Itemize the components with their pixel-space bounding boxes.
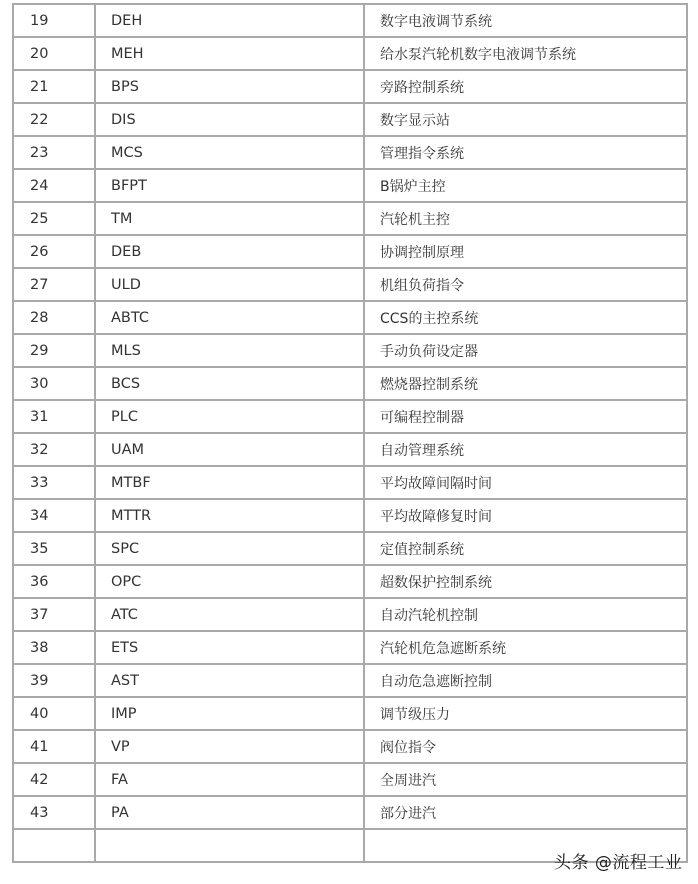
table-row <box>13 301 687 334</box>
description-cell: 手动负荷设定器 <box>364 334 687 367</box>
row-number: 21 <box>13 70 95 103</box>
abbreviation-cell: IMP <box>95 697 364 730</box>
description-cell: 平均故障修复时间 <box>364 499 687 532</box>
row-number: 41 <box>13 730 95 763</box>
abbreviation-cell: ETS <box>95 631 364 664</box>
row-number: 36 <box>13 565 95 598</box>
table-row <box>13 169 687 202</box>
table-row <box>13 400 687 433</box>
description-cell: 旁路控制系统 <box>364 70 687 103</box>
abbreviation-cell: MTTR <box>95 499 364 532</box>
table-row <box>13 532 687 565</box>
table-row <box>13 466 687 499</box>
row-number: 31 <box>13 400 95 433</box>
table-row <box>13 136 687 169</box>
table-row <box>13 697 687 730</box>
abbreviation-cell: BPS <box>95 70 364 103</box>
row-number: 43 <box>13 796 95 829</box>
watermark: 头条 @流程工业 <box>554 853 683 873</box>
description-cell: 燃烧器控制系统 <box>364 367 687 400</box>
table-row <box>13 37 687 70</box>
empty-cell <box>13 829 95 862</box>
abbreviation-cell: UAM <box>95 433 364 466</box>
description-cell: 调节级压力 <box>364 697 687 730</box>
abbreviation-cell: DEB <box>95 235 364 268</box>
row-number: 33 <box>13 466 95 499</box>
table-row <box>13 631 687 664</box>
row-number: 26 <box>13 235 95 268</box>
table-row <box>13 4 687 37</box>
table-row <box>13 235 687 268</box>
table-row <box>13 103 687 136</box>
description-cell: 汽轮机主控 <box>364 202 687 235</box>
description-cell: CCS的主控系统 <box>364 301 687 334</box>
row-number: 35 <box>13 532 95 565</box>
row-number: 19 <box>13 4 95 37</box>
abbreviation-cell: BFPT <box>95 169 364 202</box>
table-row <box>13 70 687 103</box>
row-number: 40 <box>13 697 95 730</box>
abbreviation-cell: DIS <box>95 103 364 136</box>
table-row <box>13 202 687 235</box>
abbreviation-table <box>12 3 688 863</box>
table-row <box>13 367 687 400</box>
description-cell: 定值控制系统 <box>364 532 687 565</box>
abbreviation-cell: ABTC <box>95 301 364 334</box>
abbreviation-cell: SPC <box>95 532 364 565</box>
row-number: 30 <box>13 367 95 400</box>
abbreviation-cell: ATC <box>95 598 364 631</box>
table-row <box>13 334 687 367</box>
description-cell: 给水泵汽轮机数字电液调节系统 <box>364 37 687 70</box>
description-cell: 数字电液调节系统 <box>364 4 687 37</box>
table-row <box>13 763 687 796</box>
abbreviation-cell: FA <box>95 763 364 796</box>
table-row <box>13 565 687 598</box>
row-number: 39 <box>13 664 95 697</box>
description-cell: 可编程控制器 <box>364 400 687 433</box>
abbreviation-cell: MEH <box>95 37 364 70</box>
description-cell: 自动危急遮断控制 <box>364 664 687 697</box>
row-number: 42 <box>13 763 95 796</box>
table-row <box>13 796 687 829</box>
row-number: 34 <box>13 499 95 532</box>
table-row <box>13 433 687 466</box>
abbreviation-cell: ULD <box>95 268 364 301</box>
row-number: 22 <box>13 103 95 136</box>
table-row <box>13 664 687 697</box>
description-cell: 数字显示站 <box>364 103 687 136</box>
description-cell: 自动汽轮机控制 <box>364 598 687 631</box>
description-cell: B锅炉主控 <box>364 169 687 202</box>
abbreviation-cell: PA <box>95 796 364 829</box>
table-body <box>13 4 687 862</box>
row-number: 23 <box>13 136 95 169</box>
abbreviation-cell: MTBF <box>95 466 364 499</box>
description-cell: 全周进汽 <box>364 763 687 796</box>
description-cell: 超数保护控制系统 <box>364 565 687 598</box>
abbreviation-cell: MCS <box>95 136 364 169</box>
abbreviation-cell: VP <box>95 730 364 763</box>
abbreviation-cell: AST <box>95 664 364 697</box>
row-number: 25 <box>13 202 95 235</box>
row-number: 29 <box>13 334 95 367</box>
table-row <box>13 499 687 532</box>
abbreviation-cell: BCS <box>95 367 364 400</box>
table-row <box>13 268 687 301</box>
row-number: 28 <box>13 301 95 334</box>
description-cell: 平均故障间隔时间 <box>364 466 687 499</box>
description-cell: 自动管理系统 <box>364 433 687 466</box>
description-cell: 阀位指令 <box>364 730 687 763</box>
row-number: 24 <box>13 169 95 202</box>
description-cell: 管理指令系统 <box>364 136 687 169</box>
abbreviation-cell: TM <box>95 202 364 235</box>
table-row <box>13 730 687 763</box>
description-cell: 机组负荷指令 <box>364 268 687 301</box>
row-number: 32 <box>13 433 95 466</box>
row-number: 38 <box>13 631 95 664</box>
abbreviation-cell: DEH <box>95 4 364 37</box>
empty-cell <box>95 829 364 862</box>
description-cell: 汽轮机危急遮断系统 <box>364 631 687 664</box>
abbreviation-cell: OPC <box>95 565 364 598</box>
table-row <box>13 598 687 631</box>
description-cell: 协调控制原理 <box>364 235 687 268</box>
row-number: 20 <box>13 37 95 70</box>
description-cell: 部分进汽 <box>364 796 687 829</box>
abbreviation-cell: MLS <box>95 334 364 367</box>
abbreviation-cell: PLC <box>95 400 364 433</box>
row-number: 37 <box>13 598 95 631</box>
row-number: 27 <box>13 268 95 301</box>
